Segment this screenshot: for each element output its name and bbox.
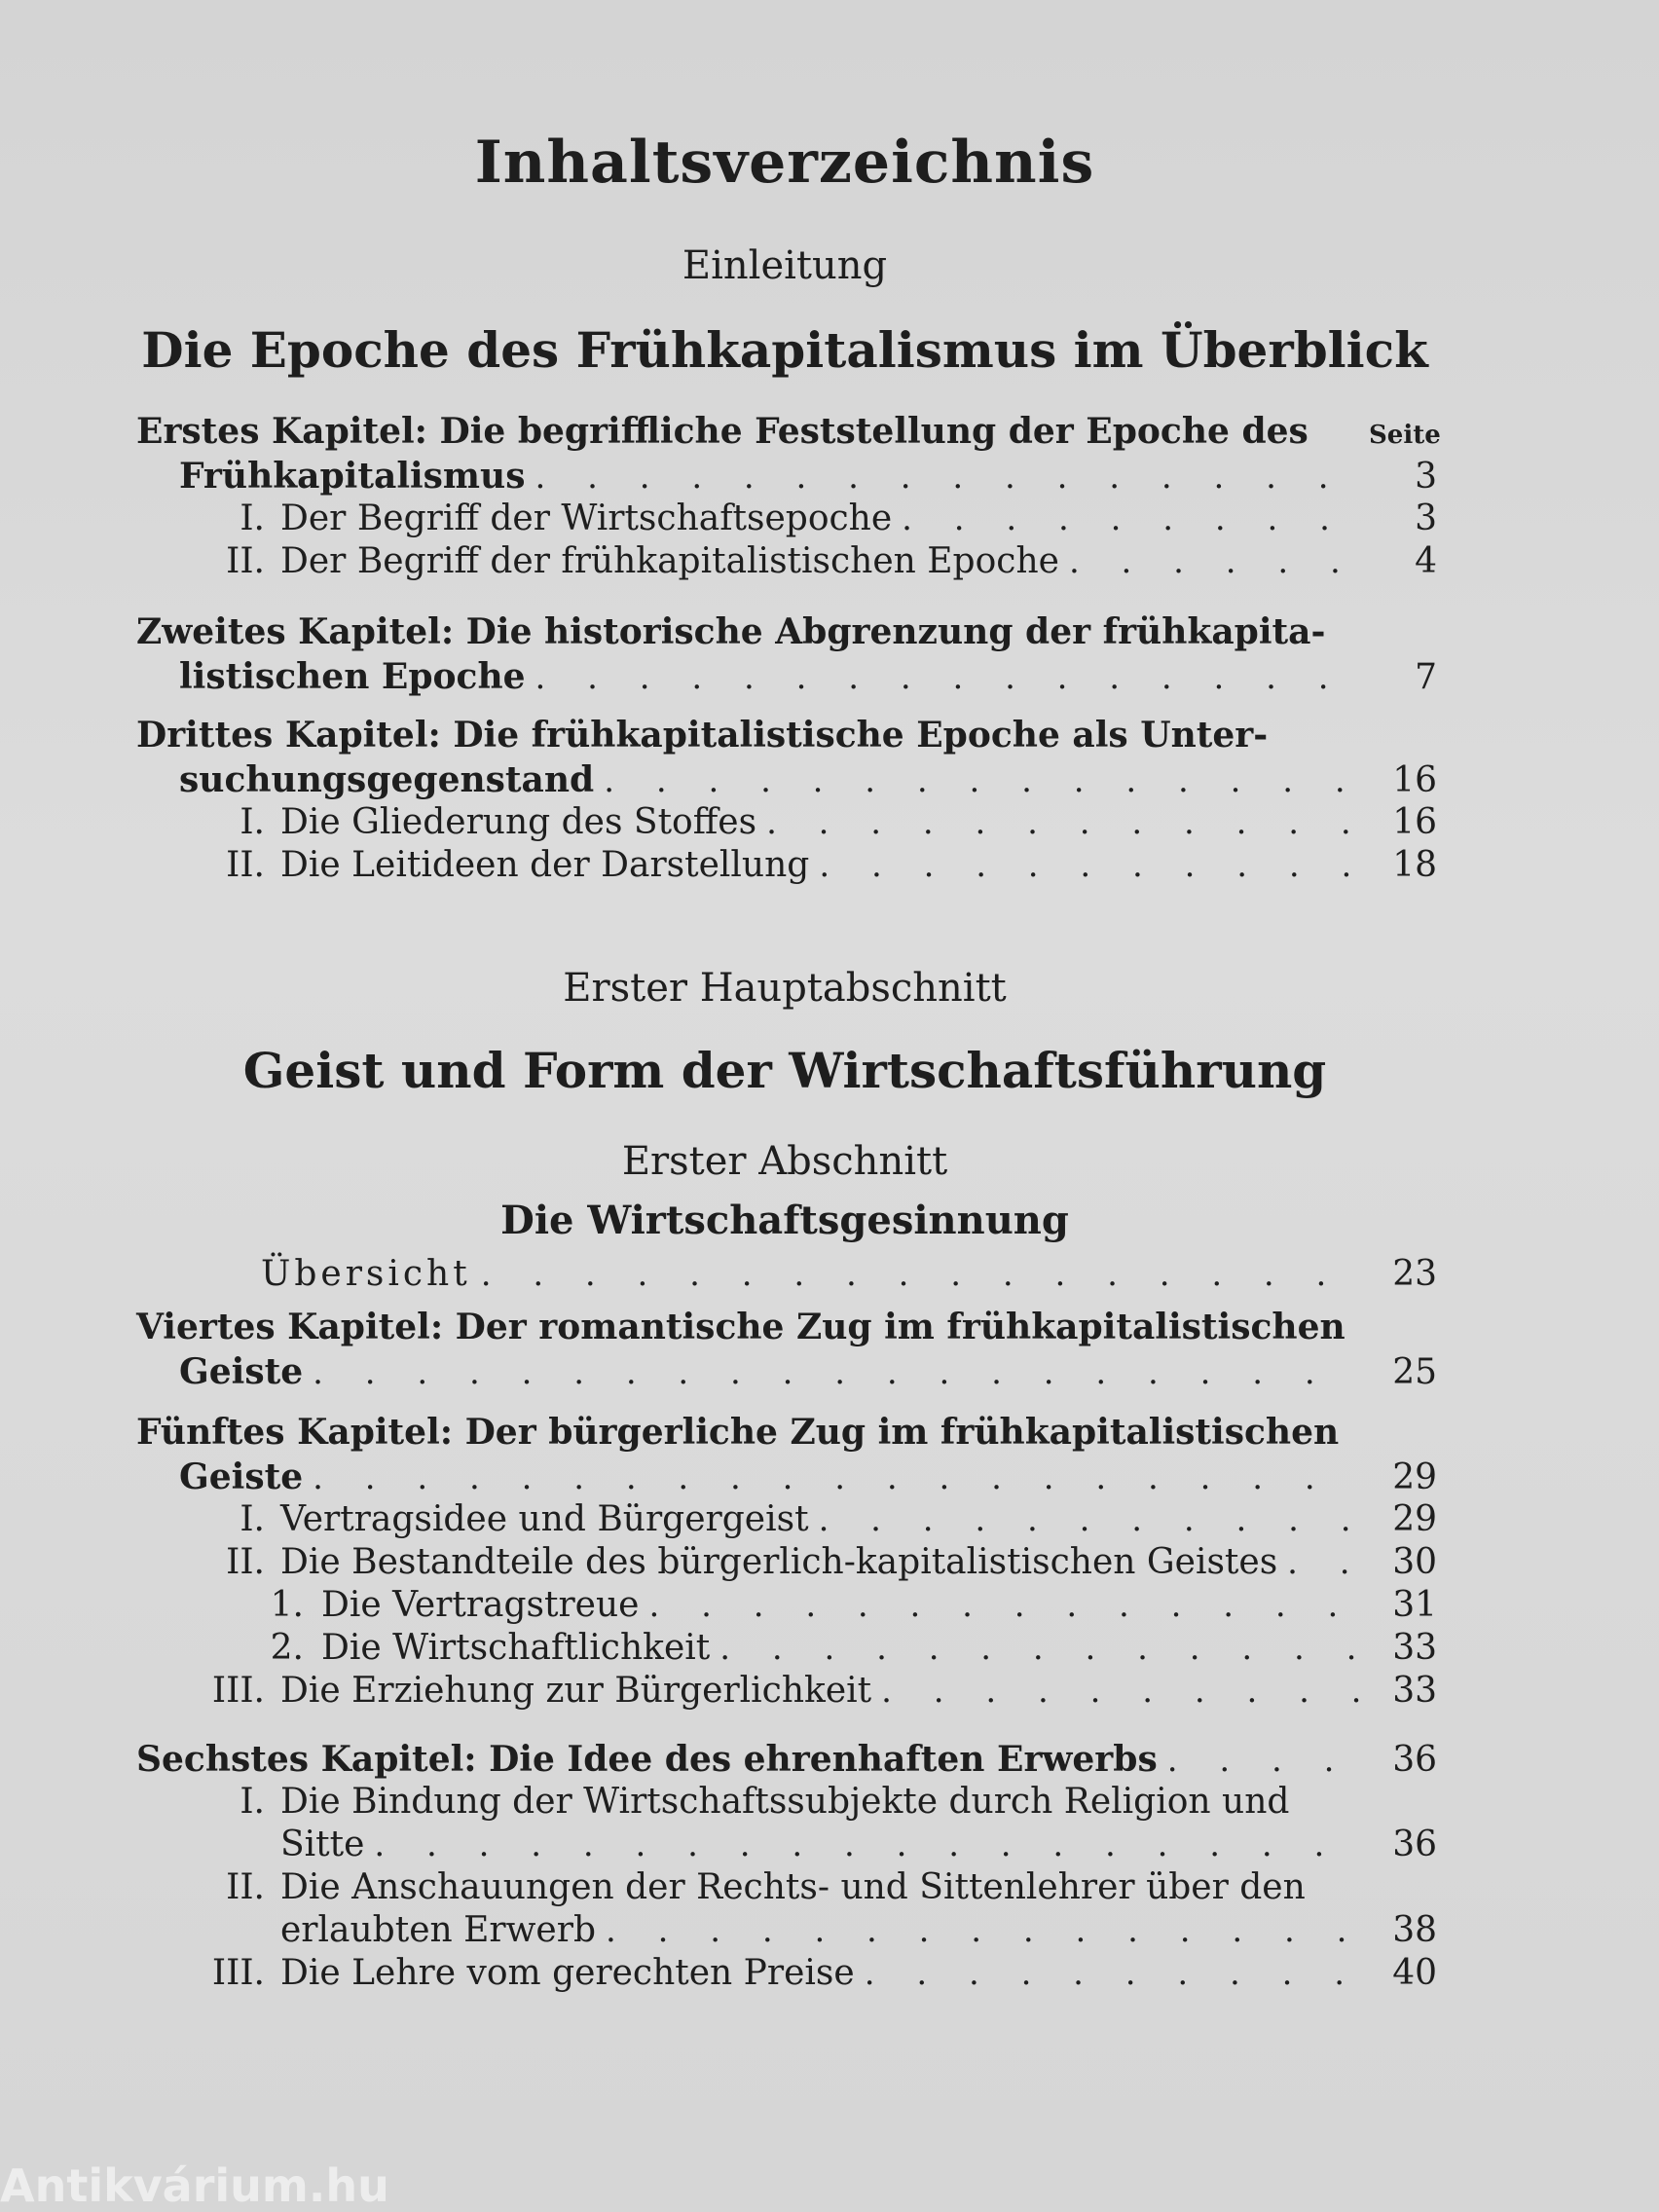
- entry-text: Die Gliederung des Stoffes: [280, 802, 757, 842]
- entry-number: 1.: [270, 1585, 304, 1625]
- entry-text: Die Leitideen der Darstellung: [280, 845, 810, 885]
- dot-leader: [481, 1255, 1359, 1294]
- page-number: 36: [1392, 1740, 1437, 1780]
- entry-text: Die Erziehung zur Bürgerlichkeit: [280, 1671, 872, 1711]
- entry-number: I.: [240, 1782, 265, 1822]
- page-number: 25: [1392, 1352, 1437, 1392]
- entry-number: II.: [226, 845, 265, 885]
- dot-leader: [766, 803, 1359, 842]
- chapter-title: Zweites Kapitel: Die historische Abgrenzung der frühkapita-: [136, 611, 1326, 652]
- toc-entry: [136, 541, 1437, 584]
- page-number: 16: [1392, 802, 1437, 842]
- page-number: 40: [1392, 1953, 1437, 1993]
- chapter-title-cont: Geiste: [179, 1456, 304, 1497]
- dot-leader: [606, 1911, 1359, 1950]
- page-number: 4: [1415, 541, 1437, 581]
- toc-entry: [136, 1628, 1437, 1671]
- dot-leader: [535, 658, 1359, 697]
- chapter-title: Drittes Kapitel: Die frühkapitalistische Epoche als Unter-: [136, 715, 1269, 756]
- page-number: 33: [1392, 1628, 1437, 1668]
- toc-entry: [136, 1671, 1437, 1714]
- entry-number: I.: [240, 802, 265, 842]
- toc-entry: [136, 845, 1437, 888]
- chapter-title-cont: Geiste: [179, 1351, 304, 1392]
- entry-number: III.: [211, 1953, 265, 1993]
- dot-leader: [1287, 1543, 1359, 1582]
- toc-overview: [136, 1254, 1437, 1297]
- page-number: 7: [1415, 657, 1437, 697]
- entry-number: I.: [240, 498, 265, 538]
- dot-leader: [648, 1586, 1359, 1625]
- entry-text: Die Lehre vom gerechten Preise: [280, 1953, 855, 1993]
- entry-text: Die Vertragstreue: [321, 1585, 640, 1625]
- toc-entry: [136, 1585, 1437, 1628]
- chapter-title-cont: suchungsgegenstand: [179, 759, 595, 800]
- dot-leader: [819, 846, 1359, 885]
- dot-leader: [313, 1458, 1359, 1497]
- toc-chapter-4: [136, 1307, 1437, 1394]
- chapter-title-cont: listischen Epoche: [179, 656, 526, 697]
- page-number: 33: [1392, 1671, 1437, 1711]
- page-number: 23: [1392, 1254, 1437, 1294]
- toc-entry: [136, 1782, 1437, 1825]
- page-number: 38: [1392, 1910, 1437, 1950]
- dot-leader: [313, 1353, 1359, 1392]
- chapter-title: Fünftes Kapitel: Der bürgerliche Zug im frühkapitalistischen: [136, 1412, 1340, 1453]
- toc-chapter-1: [136, 411, 1441, 584]
- entry-text: Die Anschauungen der Rechts- und Sittenlehrer über den: [280, 1867, 1306, 1907]
- page-number: 16: [1392, 760, 1437, 800]
- toc-entry: [136, 1499, 1437, 1542]
- dot-leader: [604, 761, 1359, 800]
- toc-entry: [136, 802, 1437, 845]
- toc-chapter-6: [136, 1739, 1437, 1996]
- entry-text: erlaubten Erwerb: [280, 1910, 596, 1950]
- entry-text: Die Wirtschaftlichkeit: [321, 1628, 711, 1668]
- dot-leader: [374, 1825, 1359, 1864]
- toc-entry: [136, 1867, 1437, 1910]
- dot-leader: [902, 499, 1359, 538]
- entry-text: Die Bestandteile des bürgerlich-kapitalistischen Geistes: [280, 1542, 1278, 1582]
- dot-leader: [819, 1500, 1359, 1539]
- part-heading: Geist und Form der Wirtschaftsführung: [242, 1042, 1327, 1099]
- page-number: 18: [1392, 845, 1437, 885]
- entry-text: Vertragsidee und Bürgergeist: [280, 1499, 809, 1539]
- entry-number: I.: [240, 1499, 265, 1539]
- entry-text: Der Begriff der Wirtschaftsepoche: [280, 498, 893, 538]
- toc-entry: [136, 1542, 1437, 1585]
- entry-number: II.: [226, 1542, 265, 1582]
- toc-chapter-3: [136, 715, 1437, 888]
- dot-leader: [719, 1629, 1359, 1668]
- intro-label: Einleitung: [682, 243, 888, 288]
- chapter-title: Sechstes Kapitel: Die Idee des ehrenhaften Erwerbs: [136, 1739, 1158, 1780]
- dot-leader: [1167, 1741, 1359, 1780]
- toc-entry-cont: [136, 1825, 1437, 1867]
- page-number: 30: [1392, 1542, 1437, 1582]
- overview-label: Übersicht: [261, 1254, 471, 1294]
- seite-label: Seite: [1369, 421, 1441, 450]
- toc-entry: [136, 498, 1437, 541]
- page-number: 29: [1392, 1499, 1437, 1539]
- dot-leader: [865, 1954, 1359, 1993]
- chapter-title-cont: Frühkapitalismus: [179, 456, 526, 497]
- entry-number: II.: [226, 541, 265, 581]
- entry-number: III.: [211, 1671, 265, 1711]
- page-number: 29: [1392, 1457, 1437, 1497]
- entry-number: 2.: [270, 1628, 304, 1668]
- toc-chapter-5: [136, 1412, 1437, 1714]
- page-number: 31: [1392, 1585, 1437, 1625]
- page-number: 3: [1415, 457, 1437, 497]
- section-heading: Die Wirtschaftsgesinnung: [500, 1198, 1069, 1243]
- page-title: Inhaltsverzeichnis: [474, 129, 1095, 197]
- dot-leader: [881, 1672, 1359, 1711]
- entry-number: II.: [226, 1867, 265, 1907]
- dot-leader: [1069, 542, 1359, 581]
- toc-entry-cont: [136, 1910, 1437, 1953]
- toc-entry: [136, 1953, 1437, 1996]
- section-label: Erster Abschnitt: [621, 1139, 948, 1184]
- watermark: Antikvárium.hu: [0, 2159, 389, 2212]
- chapter-title: Viertes Kapitel: Der romantische Zug im frühkapitalistischen: [136, 1307, 1346, 1347]
- dot-leader: [535, 458, 1359, 497]
- intro-heading: Die Epoche des Frühkapitalismus im Überblick: [141, 321, 1428, 379]
- toc-chapter-2: [136, 611, 1437, 699]
- entry-text: Die Bindung der Wirtschaftssubjekte durch Religion und: [280, 1782, 1290, 1822]
- entry-text: Der Begriff der frühkapitalistischen Epoche: [280, 541, 1059, 581]
- part-label: Erster Hauptabschnitt: [563, 966, 1007, 1011]
- page-number: 36: [1392, 1825, 1437, 1864]
- chapter-title: Erstes Kapitel: Die begriffliche Feststellung der Epoche des: [136, 411, 1309, 452]
- page-number: 3: [1415, 498, 1437, 538]
- entry-text: Sitte: [280, 1825, 365, 1864]
